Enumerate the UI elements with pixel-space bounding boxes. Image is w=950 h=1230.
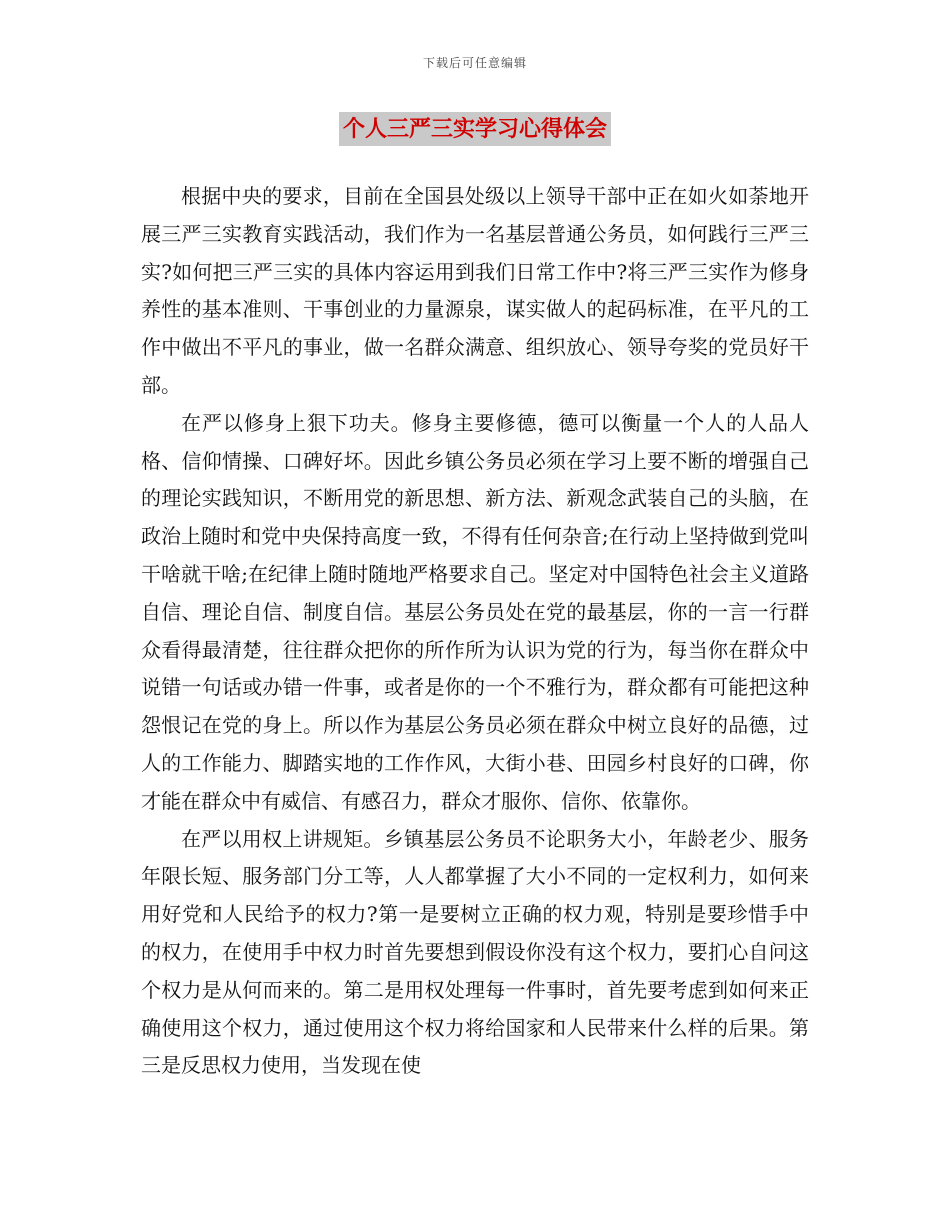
page-header-note: 下载后可任意编辑	[422, 56, 527, 70]
title-container	[0, 112, 950, 146]
document-body	[141, 178, 809, 1085]
paragraph-intro: 根据中央的要求，目前在全国县处级以上领导干部中正在如火如荼地开展三严三实教育实践活动，我们作为一名基层普通公务员，如何践行三严三实?如何把三严三实的具体内容运用到我们日常工作中?将三严三实作为修身养性的基本准则、干事创业的力量源泉，谋实做人的起码标准，在平凡的工作中做出不平凡的事业，做一名群众满意、组织放心、领导夸奖的党员好干部。	[141, 184, 809, 397]
document-title: 个人三严三实学习心得体会	[339, 112, 611, 146]
paragraph-use-of-power: 在严以用权上讲规矩。乡镇基层公务员不论职务大小，年龄老少、服务年限长短、服务部门分工等，人人都掌握了大小不同的一定权利力，如何来用好党和人民给予的权力?第一是要树立正确的权力观，特别是要珍惜手中的权力，在使用手中权力时首先要想到假设你没有这个权力，要扪心自问这个权力是从何而来的。第二是用权处理每一件事时，首先要考虑到如何来正确使用这个权力，通过使用这个权力将给国家和人民带来什么样的后果。第三是反思权力使用，当发现在使	[141, 826, 809, 1078]
paragraph-self-cultivation: 在严以修身上狠下功夫。修身主要修德，德可以衡量一个人的人品人格、信仰情操、口碑好坏。因此乡镇公务员必须在学习上要不断的增强自己的理论实践知识，不断用党的新思想、新方法、新观念武装自己的头脑，在政治上随时和党中央保持高度一致，不得有任何杂音;在行动上坚持做到党叫干啥就干啥;在纪律上随时随地严格要求自己。坚定对中国特色社会主义道路自信、理论自信、制度自信。基层公务员处在党的最基层，你的一言一行群众看得最清楚，往往群众把你的所作所为认识为党的行为，每当你在群众中说错一句话或办错一件事，或者是你的一个不雅行为，群众都有可能把这种怨恨记在党的身上。所以作为基层公务员必须在群众中树立良好的品德，过人的工作能力、脚踏实地的工作作风，大街小巷、田园乡村良好的口碑，你才能在群众中有威信、有感召力，群众才服你、信你、依靠你。	[141, 410, 809, 813]
